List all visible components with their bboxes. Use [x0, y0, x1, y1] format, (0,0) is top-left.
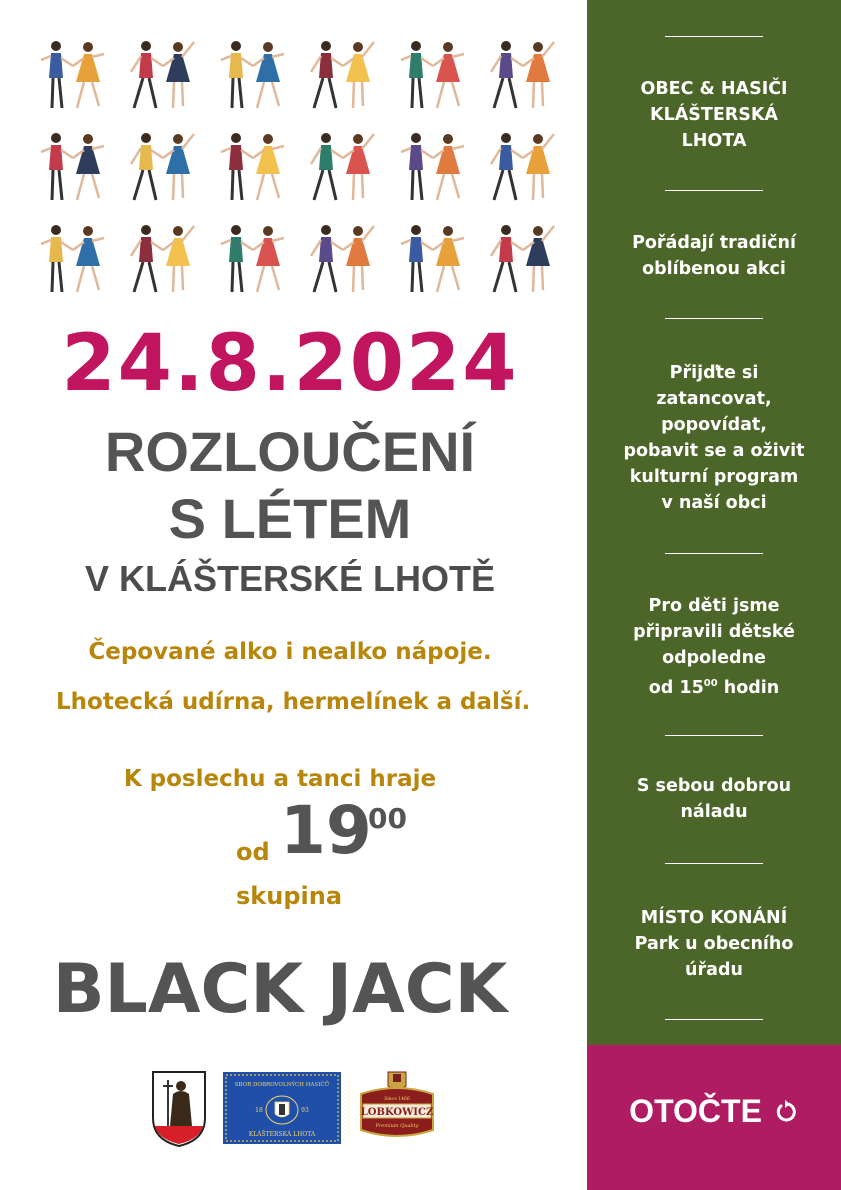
- dancing-couple-icon: [128, 220, 190, 296]
- music-intro: K poslechu a tanci hraje: [123, 766, 437, 792]
- kids-program-text: Pro děti jsme připravili dětské odpoledne od $15^{00}$ hodin: [633, 596, 795, 698]
- food-info: Lhotecká udírna, hermelínek a další.: [56, 689, 531, 715]
- dancing-couple-icon: [38, 220, 100, 296]
- fire-brigade-logo: [223, 1072, 341, 1144]
- band-name: BLACK JACK: [52, 950, 508, 1029]
- coat-of-arms-icon: [150, 1068, 208, 1148]
- lobkowicz-tagline: Premium Quality: [375, 1123, 419, 1129]
- dancing-couple-icon: [38, 36, 100, 112]
- fire-brigade-line1: SBOR DOBROVOLNÝCH HASIČŮ: [234, 1082, 330, 1088]
- dancing-couple-icon: [488, 128, 550, 204]
- fire-brigade-line2: KLÁŠTERSKÁ LHOTA: [248, 1131, 316, 1138]
- dancing-couple-icon: [38, 128, 100, 204]
- band-label: skupina: [236, 882, 343, 910]
- dancing-couple-icon: [308, 128, 370, 204]
- dancing-couple-icon: [128, 128, 190, 204]
- organizer-text: OBEC & HASIČI KLÁŠTERSKÁ LHOTA: [640, 79, 788, 151]
- dancing-couple-icon: [398, 36, 460, 112]
- event-date: 24.8.2024: [61, 319, 519, 409]
- event-title-line-2: S LÉTEM: [168, 487, 412, 550]
- turn-over-button[interactable]: [587, 1093, 841, 1132]
- dancing-couple-icon: [308, 36, 370, 112]
- tradition-text: Pořádají tradiční oblíbenou akci: [632, 233, 796, 279]
- separator: [665, 553, 763, 554]
- time-minutes: 00: [368, 802, 407, 835]
- turn-over-panel: [587, 1045, 841, 1190]
- dancing-couple-icon: [218, 220, 280, 296]
- fire-brigade-year-right: 93: [301, 1107, 309, 1114]
- lobkowicz-name: LOBKOWICZ: [360, 1107, 434, 1118]
- dancing-couple-icon: [218, 128, 280, 204]
- lobkowicz-logo: [355, 1068, 439, 1146]
- separator: [665, 36, 763, 37]
- dancing-couple-icon: [398, 220, 460, 296]
- dancing-couple-icon: [398, 128, 460, 204]
- turn-over-label: OTOČTE: [629, 1093, 762, 1129]
- separator: [665, 735, 763, 736]
- fire-brigade-year-left: 18: [255, 1107, 263, 1114]
- dancing-couple-icon: [308, 220, 370, 296]
- dancing-couple-icon: [488, 220, 550, 296]
- invite-text: Přijďte si zatancovat, popovídat, pobavit se a oživit kulturní program v naší obci: [623, 363, 805, 513]
- dancing-couple-icon: [488, 36, 550, 112]
- venue-label: MÍSTO KONÁNÍ: [640, 908, 788, 928]
- event-location-title: V KLÁŠTERSKÉ LHOTĚ: [84, 558, 496, 599]
- drinks-info: Čepované alko i nealko nápoje.: [88, 639, 492, 665]
- dancers-illustration: [30, 30, 570, 305]
- separator: [665, 318, 763, 319]
- info-side-panel: [587, 0, 841, 1045]
- lobkowicz-since: Since 1466: [384, 1097, 410, 1102]
- mood-text: S sebou dobrou náladu: [636, 776, 792, 822]
- time-prefix: od: [236, 838, 270, 866]
- event-title-line-1: ROZLOUČENÍ: [104, 420, 476, 483]
- venue-text: MÍSTO KONÁNÍ Park u obecního úřadu: [587, 905, 841, 983]
- separator: [665, 1019, 763, 1020]
- separator: [665, 863, 763, 864]
- dancing-couple-icon: [218, 36, 280, 112]
- rotate-icon: [775, 1095, 799, 1132]
- time-hour: 19: [280, 792, 372, 869]
- separator: [665, 190, 763, 191]
- dancing-couple-icon: [128, 36, 190, 112]
